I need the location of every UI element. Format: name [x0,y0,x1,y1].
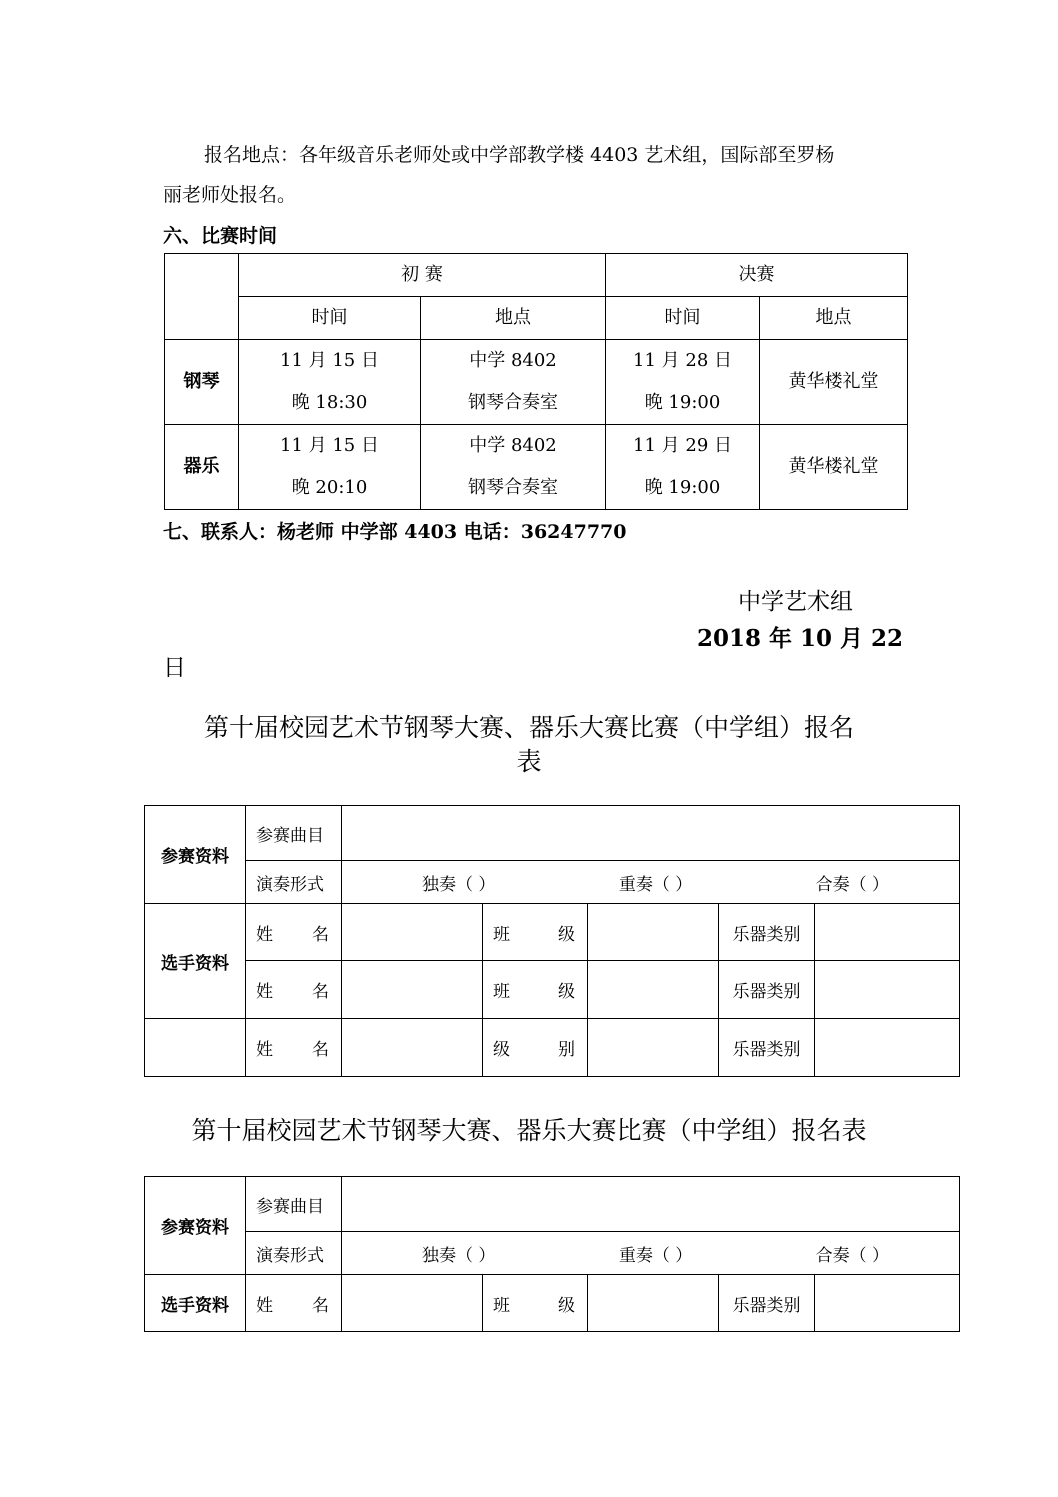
final-time-header: 时间 [606,297,760,340]
registration-form-2 [144,1176,960,1332]
name-label-b: 名 [312,1295,329,1316]
name-label-a: 姓 [256,924,273,945]
final-place: 黄华楼礼堂 [760,425,908,510]
solo-option[interactable]: 独奏（ ） [422,874,496,895]
instrument-label: 乐器类别 [719,1019,815,1077]
entry-info-label: 参赛资料 [145,1177,246,1275]
instrument-field[interactable] [815,961,960,1019]
final-date: 11 月 28 日 [633,350,732,371]
name-label-a: 姓 [256,982,273,1002]
prelim-date: 11 月 15 日 [280,435,379,456]
form-2-title: 第十届校园艺术节钢琴大赛、器乐大赛比赛（中学组）报名表 [191,1116,867,1145]
prelim-time-header: 时间 [239,297,421,340]
form-options[interactable] [342,1232,960,1275]
section-6-heading: 六、比赛时间 [163,225,278,247]
final-header: 决赛 [606,254,908,297]
form-1-title-line-2: 表 [516,747,542,776]
class-label-a: 班 [493,982,510,1002]
class-label-b: 级 [558,924,575,945]
name-label-a: 姓 [256,1040,273,1060]
class-field[interactable] [588,904,719,961]
empty-label-cell [145,1019,246,1077]
prelim-place-1: 中学 8402 [469,350,557,371]
name-field[interactable] [342,904,483,961]
solo-option[interactable]: 独奏（ ） [422,1245,496,1266]
ensemble-option[interactable]: 合奏（ ） [815,1245,890,1266]
final-place: 黄华楼礼堂 [760,340,908,425]
section-7-contact: 七、联系人：杨老师 中学部 4403 电话：36247770 [163,521,627,543]
prelim-place-2: 钢琴合奏室 [468,477,558,498]
signature-date: 2018 年 10 月 22 [697,625,904,652]
duet-option[interactable]: 重奏（ ） [618,874,693,895]
instrument-label: 乐器类别 [719,961,815,1019]
duet-option[interactable]: 重奏（ ） [618,1245,693,1266]
instrument-label: 乐器类别 [719,904,815,961]
schedule-table [164,253,908,510]
class-field[interactable] [588,961,719,1019]
piece-field[interactable] [342,806,960,861]
registration-form-1 [144,805,960,1077]
ensemble-option[interactable]: 合奏（ ） [815,874,890,895]
instrument-field[interactable] [815,1275,960,1332]
player-info-label: 选手资料 [145,904,246,1019]
prelim-date: 11 月 15 日 [280,350,379,371]
entry-info-label: 参赛资料 [145,806,246,904]
table-row [165,425,908,510]
signature-date-tail: 日 [163,655,186,681]
final-date: 11 月 29 日 [633,435,732,456]
registration-line-2: 丽老师处报名。 [163,184,297,206]
player-info-label: 选手资料 [145,1275,246,1332]
registration-line-1: 报名地点：各年级音乐老师处或中学部教学楼 4403 艺术组，国际部至罗杨 [204,144,835,166]
instrument-label: 乐器类别 [719,1275,815,1332]
level-field[interactable] [588,1019,719,1077]
row-name: 钢琴 [165,340,239,425]
piece-field[interactable] [342,1177,960,1232]
name-label-a: 姓 [256,1295,273,1316]
final-time: 晚 19:00 [644,392,721,413]
prelim-place-2: 钢琴合奏室 [468,392,558,413]
corner-cell [165,254,239,340]
piece-label: 参赛曲目 [246,806,342,861]
final-place-header: 地点 [760,297,908,340]
form-label: 演奏形式 [246,1232,342,1275]
class-label-a: 班 [493,924,510,945]
prelim-header: 初 赛 [239,254,606,297]
piece-label: 参赛曲目 [246,1177,342,1232]
form-label: 演奏形式 [246,861,342,904]
instrument-field[interactable] [815,904,960,961]
class-label-b: 级 [558,1295,575,1316]
form-options[interactable] [342,861,960,904]
name-field[interactable] [342,1019,483,1077]
name-label-b: 名 [312,1040,329,1060]
name-label-b: 名 [312,982,329,1002]
level-label-b: 别 [558,1040,575,1060]
class-label-a: 班 [493,1295,510,1316]
name-field[interactable] [342,961,483,1019]
table-row [165,340,908,425]
prelim-place-1: 中学 8402 [469,435,557,456]
prelim-time: 晚 20:10 [291,477,368,498]
form-1-title-line-1: 第十届校园艺术节钢琴大赛、器乐大赛比赛（中学组）报名 [203,713,854,742]
signature-org: 中学艺术组 [738,589,853,615]
class-field[interactable] [588,1275,719,1332]
name-label-b: 名 [312,924,329,945]
prelim-place-header: 地点 [421,297,606,340]
class-label-b: 级 [558,982,575,1002]
final-time: 晚 19:00 [644,477,721,498]
level-label-a: 级 [493,1040,510,1060]
instrument-field[interactable] [815,1019,960,1077]
name-field[interactable] [342,1275,483,1332]
prelim-time: 晚 18:30 [291,392,368,413]
row-name: 器乐 [165,425,239,510]
